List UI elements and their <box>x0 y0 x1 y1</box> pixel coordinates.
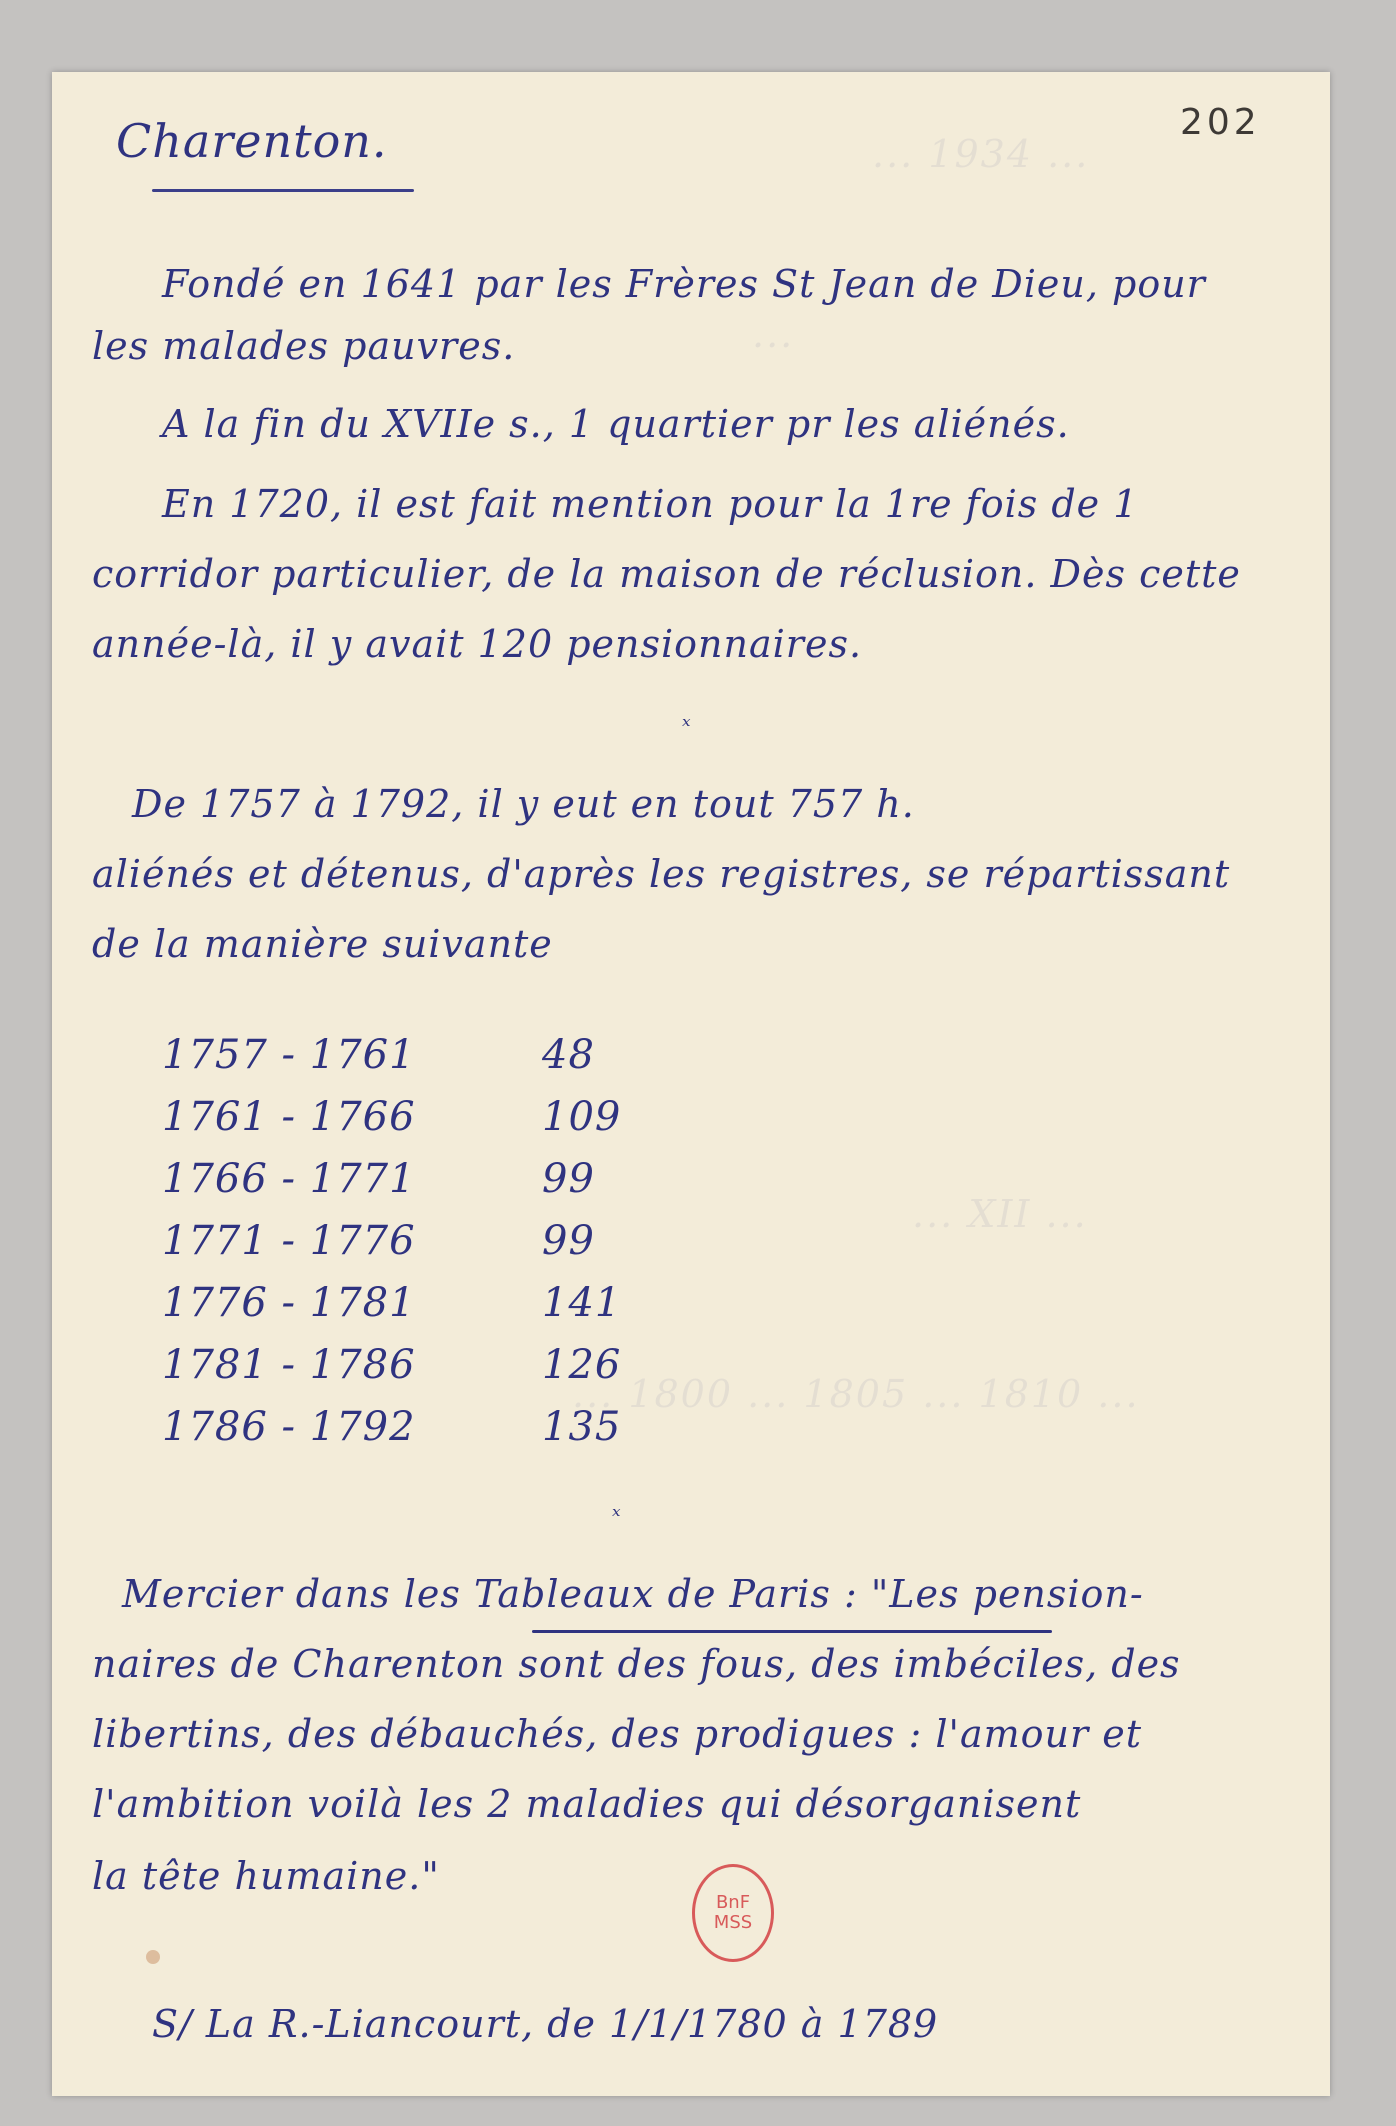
period-cell: 1766 - 1771 <box>162 1156 416 1202</box>
folio-number: 202 <box>1180 102 1261 143</box>
text-line: de la manière suivante <box>92 922 553 966</box>
bleed-through-text: ... 1800 ... 1805 ... 1810 ... <box>572 1372 1140 1416</box>
count-cell: 109 <box>542 1094 622 1140</box>
stamp-text: MSS <box>713 1912 753 1933</box>
count-cell: 135 <box>542 1404 622 1450</box>
insertion-mark: ˣ <box>612 1502 622 1530</box>
period-cell: 1776 - 1781 <box>162 1280 416 1326</box>
quote-line: l'ambition voilà les 2 maladies qui désorganisent <box>92 1782 1082 1826</box>
period-cell: 1786 - 1792 <box>162 1404 416 1450</box>
count-cell: 48 <box>542 1032 595 1078</box>
insertion-mark: ˣ <box>682 712 692 740</box>
quote-line: naires de Charenton sont des fous, des imbéciles, des <box>92 1642 1181 1686</box>
quote-line: la tête humaine." <box>92 1854 440 1898</box>
count-cell: 99 <box>542 1156 595 1202</box>
period-cell: 1761 - 1766 <box>162 1094 416 1140</box>
period-cell: 1781 - 1786 <box>162 1342 416 1388</box>
stamp-text: BnF <box>715 1892 751 1913</box>
count-cell: 99 <box>542 1218 595 1264</box>
text-line: Fondé en 1641 par les Frères St Jean de Dieu, pour <box>162 262 1206 306</box>
text-line: aliénés et détenus, d'après les registres, se répartissant <box>92 852 1231 896</box>
page-title: Charenton. <box>116 114 388 168</box>
text-line: En 1720, il est fait mention pour la 1re fois de 1 <box>162 482 1139 526</box>
manuscript-page <box>52 72 1330 2096</box>
library-stamp <box>692 1864 774 1962</box>
bleed-through-text: ... XII ... <box>912 1192 1088 1236</box>
text-line: année-là, il y avait 120 pensionnaires. <box>92 622 863 666</box>
period-cell: 1757 - 1761 <box>162 1032 416 1078</box>
text-line: A la fin du XVIIe s., 1 quartier pr les aliénés. <box>162 402 1070 446</box>
bleed-through-text: ... <box>752 312 795 356</box>
paper-stain <box>146 1950 160 1964</box>
text-line: corridor particulier, de la maison de réclusion. Dès cette <box>92 552 1241 596</box>
title-underline <box>532 1630 1052 1633</box>
text-line: les malades pauvres. <box>92 324 516 368</box>
quote-line: Mercier dans les Tableaux de Paris : "Les pension- <box>122 1572 1144 1616</box>
bleed-through-text: ... 1934 ... <box>872 132 1090 176</box>
source-reference: S/ La R.-Liancourt, de 1/1/1780 à 1789 <box>152 2002 939 2046</box>
count-cell: 141 <box>542 1280 622 1326</box>
period-cell: 1771 - 1776 <box>162 1218 416 1264</box>
text-line: De 1757 à 1792, il y eut en tout 757 h. <box>132 782 915 826</box>
title-underline <box>152 189 414 192</box>
quote-line: libertins, des débauchés, des prodigues : l'amour et <box>92 1712 1143 1756</box>
count-cell: 126 <box>542 1342 622 1388</box>
